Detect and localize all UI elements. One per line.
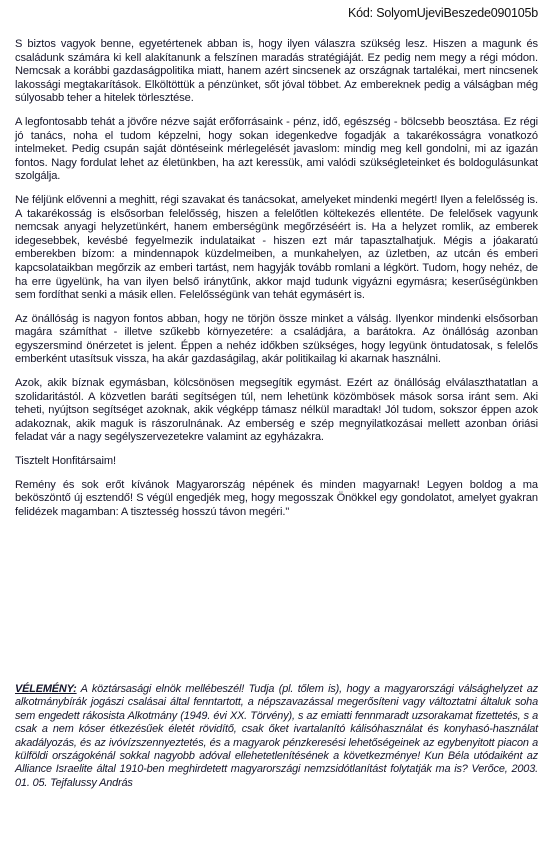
speech-text (15, 38, 538, 529)
salutation: Tisztelt Honfitársaim! (15, 455, 116, 468)
paragraph-1: S biztos vagyok benne, egyetértenek abban is, hogy ilyen válaszra szükség lesz. Hiszen a magunk és családunk számára ki kell alakítanunk a felszínen maradás stratégiáját. Ez pedig nem megy a régi módon. Nemcsak a korábbi gazdaságpolitika miatt, hanem azért sincsenek az országnak tartalékai, mert nincsenek lakossági megtakarítások. Elköltöttük a pénzünket, sőt jóval többet. Az embereknek pedig a válságban még súlyosabb teher a hitelek törlesztése. (15, 38, 538, 105)
paragraph-2: A legfontosabb tehát a jövőre nézve saját erőforrásaink - pénz, idő, egészség - bölcsebb beosztása. Ez régi jó tanács, noha el tudom képzelni, hogy sokan idegenkedve fogadják a takarékosságra vonatkozó intelmeket. Pedig csupán saját döntéseink mérlegelését javaslom: mindig meg kell gondolni, mi az igazán fontos. Nagy fordulat lehet az életünkben, ha azt keressük, ami valódi szükségleteinket és boldogulásunkat szolgálja. (15, 115, 538, 183)
paragraph-4: Az önállóság is nagyon fontos abban, hogy ne törjön össze minket a válság. Ilyenkor mindenki elsősorban magára számíthat - illetve szűkebb környezetére: a családjára, a barátokra. Az önállóság azonban egyszersmind önérzetet is jelent. Éppen a nehéz időkben szükséges, hogy legyünk öntudatosak, s felelős emberként utasítsuk vissza, ha akár gazdaságilag, akár politikailag ki akarnak használni. (15, 312, 538, 366)
paragraph-5: Azok, akik bíznak egymásban, kölcsönösen megsegítik egymást. Ezért az önállóság elválaszthatatlan a szolidaritástól. A közvetlen baráti segítségen túl, nem lehetünk közömbösek mások sorsa iránt sem. Aki teheti, nyújtson segítséget azoknak, akik végképp támasz nélkül maradtak! Jól tudom, sokszor éppen azok adakoznak, akik maguk is rászorulnának. Az emberség e szép megnyilatkozásai mellett azonban óriási feladat vár a nagy segélyszervezetekre valamint az egyházakra. (15, 377, 538, 444)
paragraph-3: Ne féljünk elővenni a meghitt, régi szavakat és tanácsokat, amelyeket mindenki megért! Ilyen a felelősség is. A takarékosság is elsősorban felelősség, hiszen a felelőtlen költekezés ellentéte. De felelősek vagyunk nemcsak anyagi helyzetünkért, hanem emberségünk megőrzéséért is. Ha a helyzet romlik, az emberek idegesebbek, kevésbé fegyelmezik indulataikat - hiszen ezt már tapasztalhatjuk. Mégis a jóakaratú emberekben bízom: a mindennapok küzdelmeiben, a munkahelyen, az üzletben, az utcán és emberi kapcsolataikban megőrzik az emberi tartást, nem hagyják tovább romlani a légkört. Tudom, hogy nehéz, de ha erre ügyelünk, ha van ilyen belső iránytűnk, akkor majd tudunk vigyázni egymásra; keserűségünkben sem fordíthat senki a másik ellen. Felelősségünk van tehát egymásért is. (15, 193, 538, 302)
opinion-heading: VÉLEMÉNY: (15, 683, 77, 695)
document-code: Kód: SolyomUjeviBeszede090105b (348, 6, 538, 20)
opinion-text: A köztársasági elnök mellébeszél! Tudja (pl. tőlem is), hogy a magyarországi válsághelyzet az alkotmánybírák jogászi csalásai által fenntartott, a népszavazással megerősíteni vagy változtatni általuk soha sem engedett rákosista Alkotmány (1949. évi XX. Törvény), s az emiatti fennmaradt uzsorakamat fizettetés, s a csak a nem kóser étkezésűek életét rövidítő, csak őket ivartalanító kálisóhasználat és konyhasó-használat akadályozás, és az ivóvízszennyeztetés, és a magyarok pénzkeresési lehetőségeinek az egybenyitott piacon a külföldi országokénál sokkal nagyobb adóval ellehetetlenítésének a következménye! Kun Béla utódaiként az Alliance Israelite által 1910-ben meghirdetett magyarországi nemzsidótlanítást folytatják ma is? Verőce, 2003. 01. 05. Tejfalussy András (15, 683, 538, 789)
opinion-block (15, 683, 538, 790)
paragraph-closing: Remény és sok erőt kívánok Magyarország népének és minden magyarnak! Legyen boldog a ma beköszöntő új esztendő! S végül engedjék meg, hogy megosszak Önökkel egy gondolatot, amelyet gyakran felidézek magamban: A tisztesség hosszú távon megéri." (15, 478, 538, 518)
